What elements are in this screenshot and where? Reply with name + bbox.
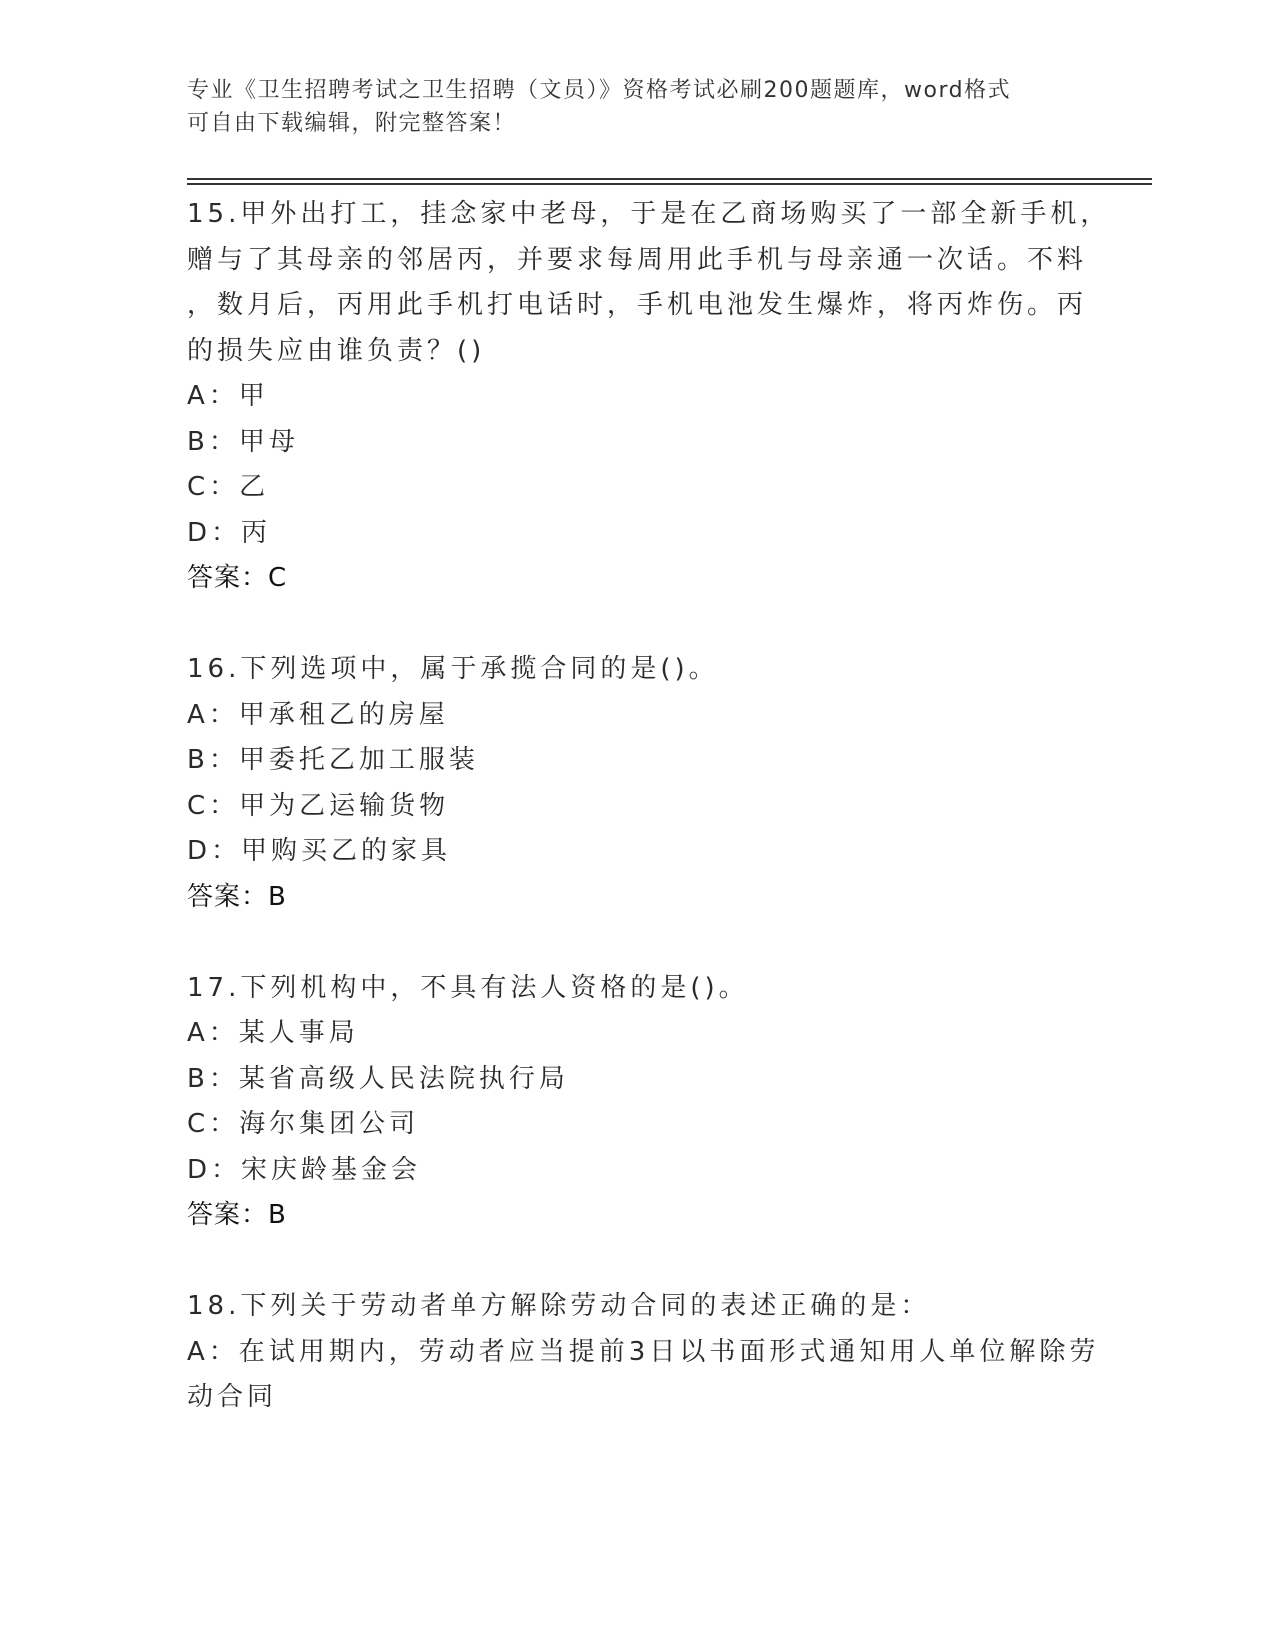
spacer (187, 1239, 1077, 1285)
question-16 (187, 647, 1077, 920)
option-a: A：在试用期内，劳动者应当提前3日以书面形式通知用人单位解除劳 (187, 1336, 1100, 1367)
option-b: B：某省高级人民法院执行局 (187, 1063, 569, 1094)
header-title-line-1: 专业《卫生招聘考试之卫生招聘（文员）》资格考试必刷200题题库，word格式 (187, 78, 1012, 103)
option-d: D：甲购买乙的家具 (187, 836, 452, 866)
question-list (187, 192, 1111, 1421)
question-stem-line: 18.下列关于劳动者单方解除劳动合同的表述正确的是： (187, 1291, 931, 1321)
question-stem-line: 17.下列机构中，不具有法人资格的是()。 (187, 972, 749, 1003)
answer-line: 答案：B (187, 881, 287, 912)
option-d: D：丙 (187, 517, 272, 548)
option-c: C：海尔集团公司 (187, 1109, 420, 1139)
header-rule-top (187, 178, 1152, 180)
option-b: B：甲委托乙加工服装 (187, 745, 479, 775)
question-stem-line: ，数月后，丙用此手机打电话时，手机电池发生爆炸，将丙炸伤。丙 (187, 290, 1088, 320)
option-a-continued: 动合同 (187, 1382, 278, 1412)
question-15 (187, 192, 1111, 602)
option-c: C：甲为乙运输货物 (187, 790, 450, 821)
option-b: B：甲母 (187, 426, 299, 457)
option-a: A：甲承租乙的房屋 (187, 699, 449, 730)
question-stem-line: 15.甲外出打工，挂念家中老母，于是在乙商场购买了一部全新手机， (187, 199, 1111, 229)
question-stem-line: 赠与了其母亲的邻居丙，并要求每周用此手机与母亲通一次话。不料 (187, 244, 1088, 275)
header-rule-bottom (187, 183, 1152, 185)
question-17 (187, 966, 1077, 1239)
option-a: A：甲 (187, 381, 269, 411)
question-18 (187, 1284, 1100, 1421)
spacer (187, 602, 1077, 648)
answer-line: 答案：B (187, 1200, 287, 1230)
question-stem-line: 的损失应由谁负责？() (187, 335, 486, 366)
spacer (187, 920, 1077, 966)
option-c: C：乙 (187, 472, 270, 502)
option-a: A：某人事局 (187, 1018, 359, 1048)
option-d: D：宋庆龄基金会 (187, 1154, 422, 1185)
header-title-line-2: 可自由下载编辑，附完整答案！ (187, 111, 517, 136)
answer-line: 答案：C (187, 563, 288, 593)
document-header (187, 74, 1067, 140)
question-stem-line: 16.下列选项中，属于承揽合同的是()。 (187, 654, 719, 684)
